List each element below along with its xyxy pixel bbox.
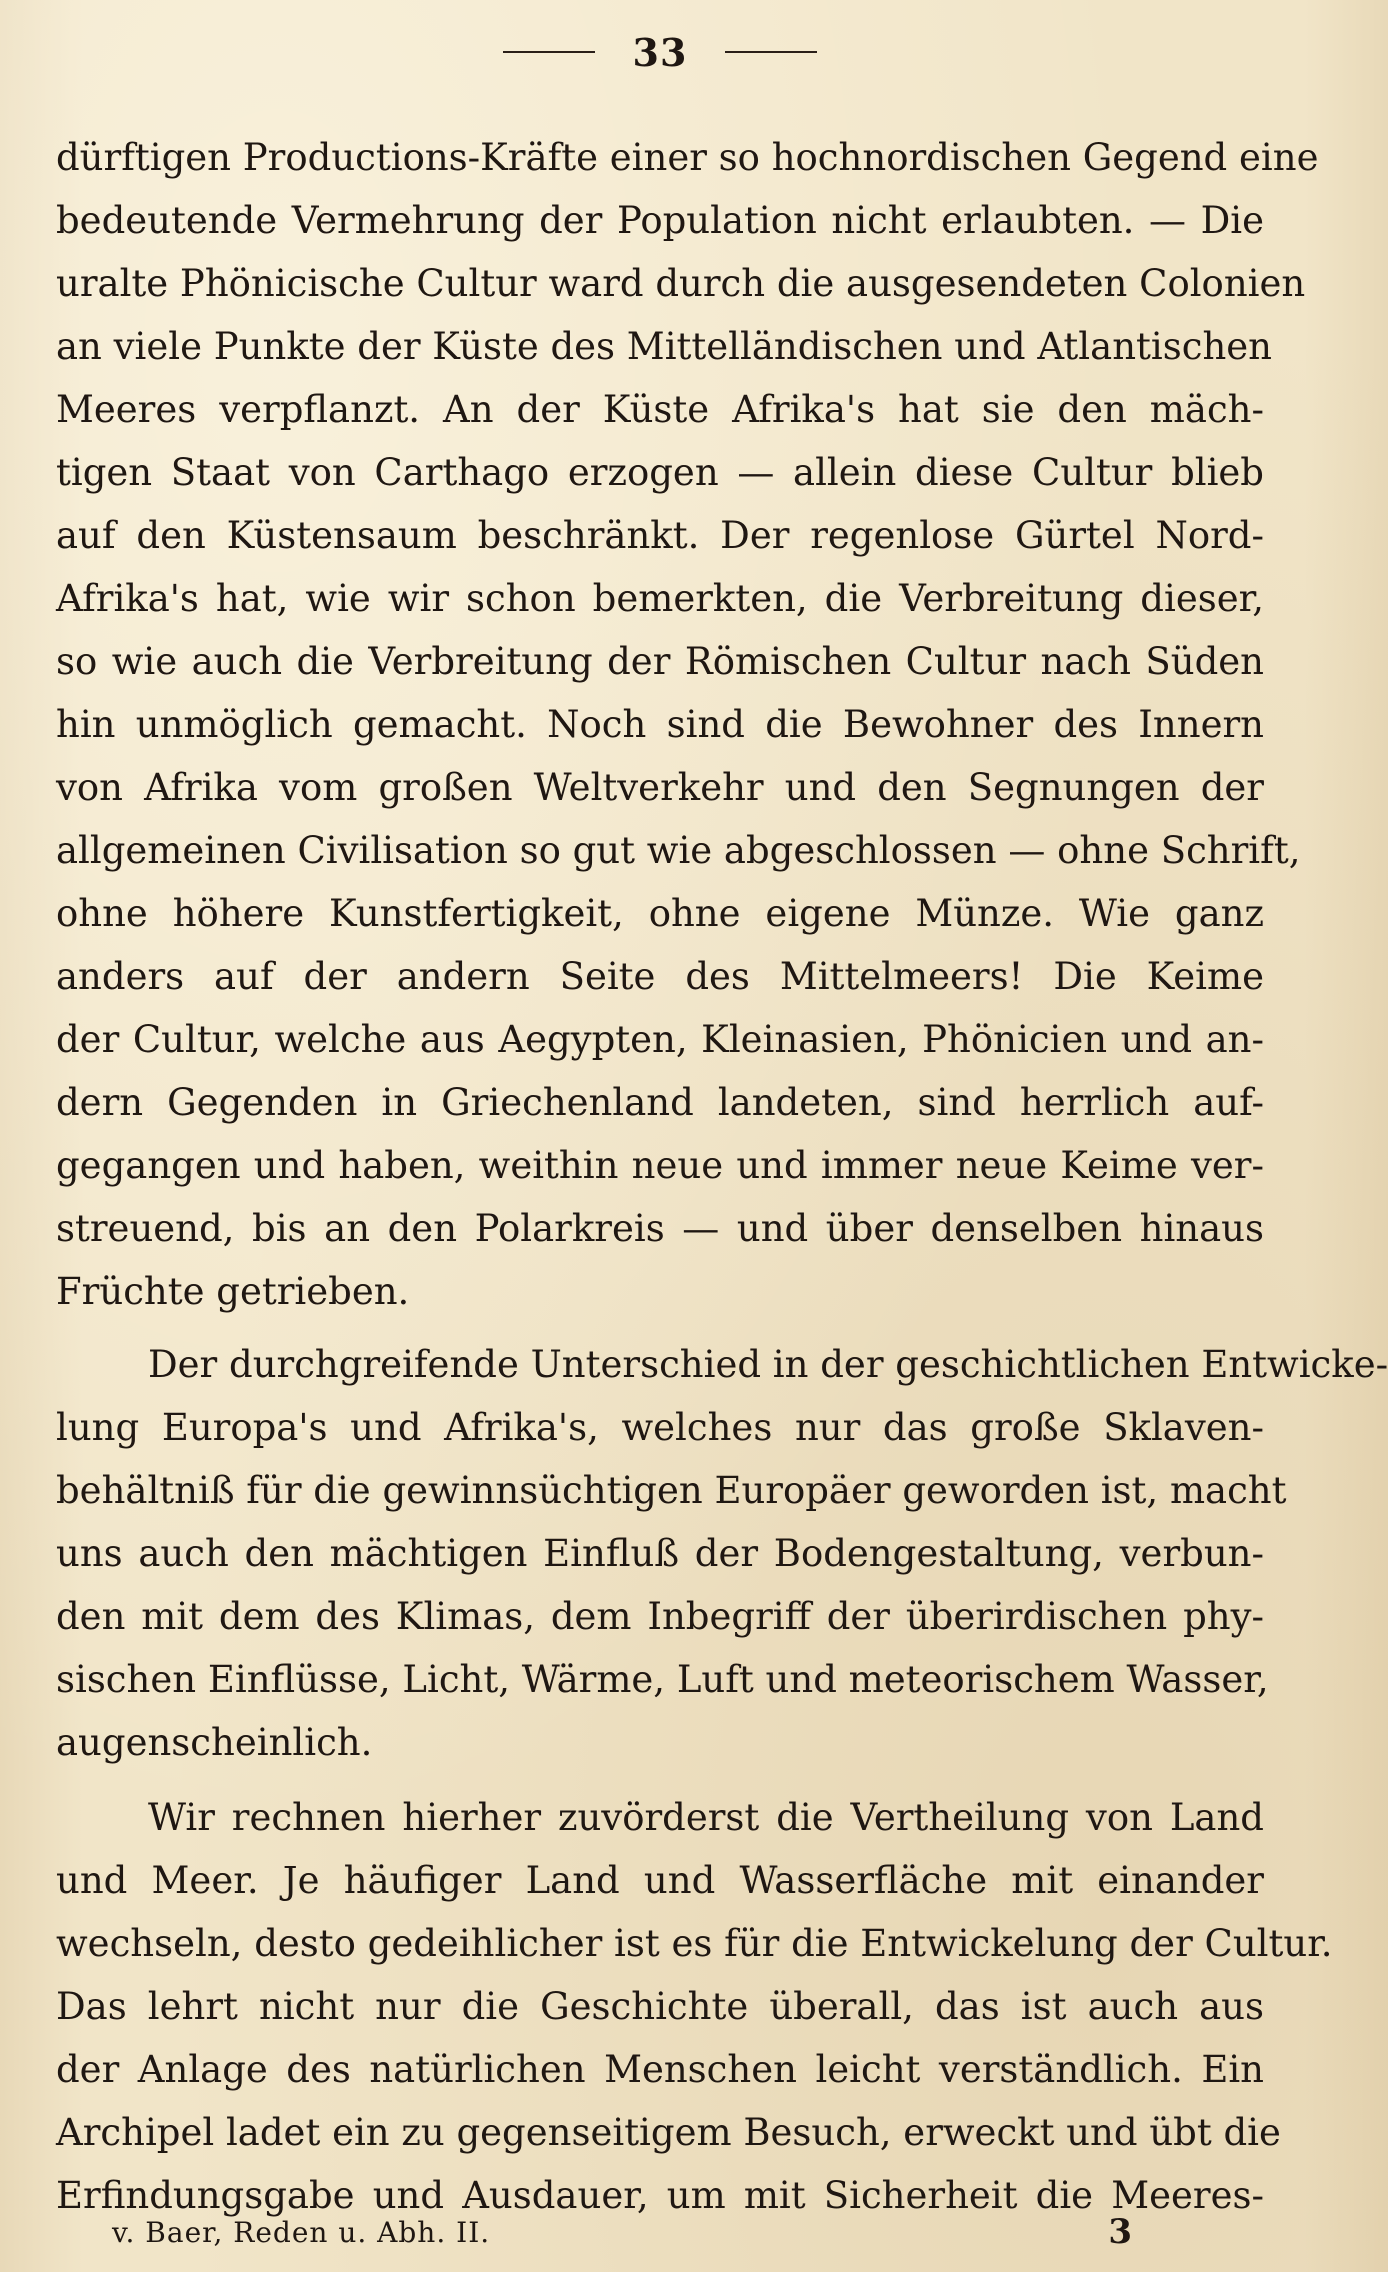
text-line: uralte Phönicische Cultur ward durch die ausgesendeten Colonien <box>56 262 1306 305</box>
text-line: der Anlage des natürlichen Menschen leicht verständlich. Ein <box>56 2048 1264 2091</box>
text-line: augenscheinlich. <box>56 1721 373 1764</box>
text-line: Afrika's hat, wie wir schon bemerkten, die Verbreitung dieser, <box>56 577 1264 620</box>
text-line: den mit dem des Klimas, dem Inbegriff der überirdischen phy- <box>56 1595 1264 1638</box>
text-line: uns auch den mächtigen Einfluß der Bodengestaltung, verbun- <box>56 1532 1264 1575</box>
header-rule-right <box>725 51 817 53</box>
text-line: Das lehrt nicht nur die Geschichte überall, das ist auch aus <box>56 1985 1264 2028</box>
text-line: behältniß für die gewinnsüchtigen Europäer geworden ist, macht <box>56 1469 1287 1512</box>
text-line: Früchte getrieben. <box>56 1270 410 1313</box>
text-line: und Meer. Je häufiger Land und Wasserfläche mit einander <box>56 1859 1264 1902</box>
paragraph-2 <box>56 1333 1388 1774</box>
text-line: gegangen und haben, weithin neue und immer neue Keime ver- <box>56 1144 1264 1187</box>
text-line: Wir rechnen hierher zuvörderst die Vertheilung von Land <box>148 1796 1264 1839</box>
text-line: an viele Punkte der Küste des Mittelländischen und Atlantischen <box>56 325 1272 368</box>
text-line: Meeres verpflanzt. An der Küste Afrika's hat sie den mäch- <box>56 388 1264 431</box>
paragraph-3 <box>56 1786 1333 2227</box>
page-body <box>56 126 1388 2227</box>
text-line: streuend, bis an den Polarkreis — und über denselben hinaus <box>56 1207 1264 1250</box>
text-line: Erfindungsgabe und Ausdauer, um mit Sicherheit die Meeres- <box>56 2174 1264 2217</box>
text-line: so wie auch die Verbreitung der Römischen Cultur nach Süden <box>56 640 1264 683</box>
text-line: Der durchgreifende Unterschied in der geschichtlichen Entwicke- <box>148 1343 1388 1386</box>
text-line: wechseln, desto gedeihlicher ist es für die Entwickelung der Cultur. <box>56 1922 1333 1965</box>
text-line: ohne höhere Kunstfertigkeit, ohne eigene Münze. Wie ganz <box>56 892 1264 935</box>
paragraph-1 <box>56 126 1319 1323</box>
signature-mark: v. Baer, Reden u. Abh. II. <box>112 2215 491 2249</box>
text-line: hin unmöglich gemacht. Noch sind die Bewohner des Innern <box>56 703 1264 746</box>
text-line: der Cultur, welche aus Aegypten, Kleinasien, Phönicien und an- <box>56 1018 1264 1061</box>
sheet-number: 3 <box>1108 2212 1132 2252</box>
text-line: lung Europa's und Afrika's, welches nur das große Sklaven- <box>56 1406 1264 1449</box>
header-rule-left <box>503 51 595 53</box>
page-header <box>0 24 1320 80</box>
text-line: anders auf der andern Seite des Mittelmeers! Die Keime <box>56 955 1264 998</box>
text-line: von Afrika vom großen Weltverkehr und den Segnungen der <box>56 766 1264 809</box>
text-line: dern Gegenden in Griechenland landeten, sind herrlich auf- <box>56 1081 1264 1124</box>
text-line: tigen Staat von Carthago erzogen — allein diese Cultur blieb <box>56 451 1264 494</box>
text-line: bedeutende Vermehrung der Population nicht erlaubten. — Die <box>56 199 1264 242</box>
page-footer <box>112 2208 1132 2256</box>
text-line: dürftigen Productions-Kräfte einer so hochnordischen Gegend eine <box>56 136 1319 179</box>
text-line: Archipel ladet ein zu gegenseitigem Besuch, erweckt und übt die <box>56 2111 1281 2154</box>
text-line: sischen Einflüsse, Licht, Wärme, Luft und meteorischem Wasser, <box>56 1658 1269 1701</box>
text-line: allgemeinen Civilisation so gut wie abgeschlossen — ohne Schrift, <box>56 829 1301 872</box>
page-number: 33 <box>632 29 688 75</box>
text-line: auf den Küstensaum beschränkt. Der regenlose Gürtel Nord- <box>56 514 1264 557</box>
